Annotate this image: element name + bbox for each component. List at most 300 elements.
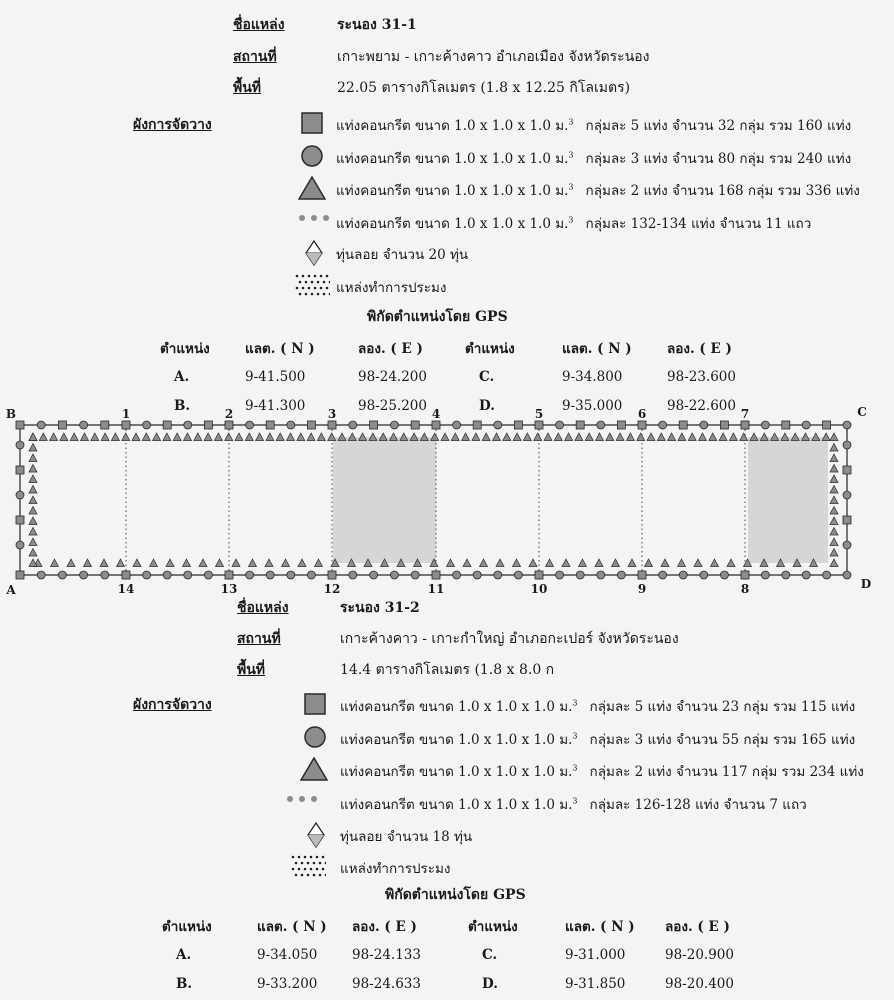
triangle-marker [70, 433, 78, 441]
circle-marker [843, 491, 851, 499]
circle-marker [246, 421, 254, 429]
square-marker [101, 421, 109, 429]
gps-cell: 98-23.600 [667, 369, 736, 385]
triangle-marker [29, 444, 37, 452]
triangle-marker [249, 559, 257, 567]
circle-marker [494, 421, 502, 429]
circle-marker [453, 571, 461, 579]
triangle-marker [216, 559, 224, 567]
column-number-top: 1 [121, 407, 131, 421]
triangle-marker [287, 433, 295, 441]
triangle-marker [562, 559, 570, 567]
column-number-bottom: 10 [530, 582, 548, 596]
circle-marker [58, 571, 66, 579]
triangle-marker [729, 433, 737, 441]
triangle-marker [431, 433, 439, 441]
square-marker [720, 421, 728, 429]
circle-marker [679, 571, 687, 579]
legend-item: แท่งคอนกรีต ขนาด 1.0 x 1.0 x 1.0 ม.$^3$ กลุ่มละ 5 แท่ง จำนวน 23 กลุ่ม รวม 115 แท่ง [340, 698, 856, 715]
triangle-marker [256, 433, 264, 441]
gps-cell: B. [174, 398, 191, 414]
triangle-marker [830, 528, 838, 536]
triangle-marker [637, 433, 645, 441]
triangle-marker [67, 559, 75, 567]
triangle-marker [513, 559, 521, 567]
triangle-marker [647, 433, 655, 441]
gps-cell: 98-24.633 [352, 976, 421, 992]
circle-marker [184, 421, 192, 429]
circle-marker [349, 571, 357, 579]
triangle-marker [29, 507, 37, 515]
gps-cell: 9-41.500 [245, 369, 306, 385]
circle-marker [453, 421, 461, 429]
triangle-marker [84, 559, 92, 567]
triangle-marker [575, 433, 583, 441]
circle-marker [80, 421, 88, 429]
circle-marker [823, 571, 831, 579]
triangle-marker [232, 559, 240, 567]
circle-marker [184, 571, 192, 579]
triangle-marker [523, 433, 531, 441]
triangle-marker [348, 433, 356, 441]
gps-cell: C. [482, 947, 498, 963]
triangle-marker [29, 528, 37, 536]
gps-cell: A. [176, 947, 192, 963]
column-number-bottom: 8 [740, 582, 750, 596]
gps-column-header: ตำแหน่ง [468, 919, 518, 935]
column-number-bottom: 9 [637, 582, 647, 596]
column-number-top: 5 [534, 407, 544, 421]
fishing-area-shade [748, 437, 828, 563]
triangle-marker [29, 465, 37, 473]
square-marker [823, 421, 831, 429]
triangle-marker [482, 433, 490, 441]
circle-marker [514, 571, 522, 579]
site1-location: เกาะพยาม - เกาะค้างคาว อำเภอเมือง จังหวัดระนอง [337, 49, 650, 65]
gps-cell: 9-31.850 [565, 976, 626, 992]
circle-marker [761, 421, 769, 429]
triangle-marker [463, 559, 471, 567]
square-marker [411, 421, 419, 429]
circle-marker [246, 571, 254, 579]
triangle-marker [750, 433, 758, 441]
site2-gps-title: พิกัดตำแหน่งโดย GPS [385, 887, 526, 903]
triangle-marker [29, 454, 37, 462]
triangle-marker [447, 559, 455, 567]
triangle-marker [266, 433, 274, 441]
circle-icon [303, 725, 327, 753]
triangle-marker [204, 433, 212, 441]
triangle-marker [493, 433, 501, 441]
triangle-marker [315, 559, 323, 567]
gps-column-header: ลอง. ( E ) [358, 341, 423, 357]
legend-item: แท่งคอนกรีต ขนาด 1.0 x 1.0 x 1.0 ม.$^3$ กลุ่มละ 2 แท่ง จำนวน 168 กลุ่ม รวม 336 แท่ง [336, 182, 860, 199]
triangle-icon [298, 176, 326, 204]
triangle-marker [830, 486, 838, 494]
triangle-marker [606, 433, 614, 441]
square-marker [535, 571, 543, 579]
triangle-marker [645, 559, 653, 567]
triangle-marker [802, 433, 810, 441]
fishing-area-icon [290, 854, 326, 882]
triangle-marker [153, 433, 161, 441]
triangle-marker [282, 559, 290, 567]
triangle-marker [727, 559, 735, 567]
gps-column-header: ลอง. ( E ) [352, 919, 417, 935]
triangle-marker [626, 433, 634, 441]
circle-marker [700, 421, 708, 429]
circle-marker [37, 421, 45, 429]
column-number-top: 3 [327, 407, 337, 421]
legend-item: ทุ่นลอย จำนวน 18 ทุ่น [340, 829, 473, 845]
triangle-marker [51, 559, 59, 567]
triangle-marker [214, 433, 222, 441]
square-marker [163, 421, 171, 429]
triangle-marker [740, 433, 748, 441]
column-number-bottom: 12 [323, 582, 341, 596]
square-marker [432, 571, 440, 579]
buoy-icon [304, 240, 324, 270]
circle-marker [843, 441, 851, 449]
legend-item: แท่งคอนกรีต ขนาด 1.0 x 1.0 x 1.0 ม.$^3$ กลุ่มละ 132-134 แท่ง จำนวน 11 แถว [336, 215, 812, 232]
triangle-marker [688, 433, 696, 441]
site1-area-label: พื้นที่ [233, 80, 262, 96]
site1-name: ระนอง 31-1 [337, 17, 417, 33]
triangle-marker [60, 433, 68, 441]
buoy-icon [306, 822, 326, 852]
triangle-marker [150, 559, 158, 567]
gps-column-header: ลอง. ( E ) [667, 341, 732, 357]
square-marker [370, 421, 378, 429]
triangle-marker [245, 433, 253, 441]
triangle-marker [628, 559, 636, 567]
square-marker [638, 571, 646, 579]
square-marker [328, 571, 336, 579]
site1-gps-title: พิกัดตำแหน่งโดย GPS [367, 309, 508, 325]
triangle-marker [678, 559, 686, 567]
triangle-marker [29, 549, 37, 557]
triangle-marker [122, 433, 130, 441]
triangle-marker [194, 433, 202, 441]
site1-area: 22.05 ตารางกิโลเมตร (1.8 x 12.25 กิโลเมตร) [337, 80, 631, 96]
circle-marker [143, 571, 151, 579]
circle-marker [37, 571, 45, 579]
legend-item: แท่งคอนกรีต ขนาด 1.0 x 1.0 x 1.0 ม.$^3$ กลุ่มละ 126-128 แท่ง จำนวน 7 แถว [340, 796, 807, 813]
triangle-marker [338, 433, 346, 441]
gps-column-header: ลอง. ( E ) [665, 919, 730, 935]
triangle-marker [544, 433, 552, 441]
column-number-bottom: 14 [117, 582, 135, 596]
square-marker [122, 571, 130, 579]
triangle-marker [496, 559, 504, 567]
square-marker [225, 421, 233, 429]
site1-layout-label: ผังการจัดวาง [133, 117, 212, 133]
triangle-marker [462, 433, 470, 441]
circle-marker [266, 571, 274, 579]
circle-marker [720, 571, 728, 579]
triangle-marker [410, 433, 418, 441]
column-number-top: 6 [637, 407, 647, 421]
triangle-marker [173, 433, 181, 441]
triangle-marker [771, 433, 779, 441]
square-marker [204, 421, 212, 429]
circle-marker [761, 571, 769, 579]
circle-marker [390, 571, 398, 579]
legend-item: แท่งคอนกรีต ขนาด 1.0 x 1.0 x 1.0 ม.$^3$ กลุ่มละ 5 แท่ง จำนวน 32 กลุ่ม รวม 160 แท่ง [336, 117, 852, 134]
dots-icon [296, 209, 336, 228]
triangle-marker [661, 559, 669, 567]
square-marker [328, 421, 336, 429]
square-marker [225, 571, 233, 579]
triangle-marker [117, 559, 125, 567]
gps-cell: 9-34.800 [562, 369, 623, 385]
triangle-marker [579, 559, 587, 567]
circle-marker [556, 571, 564, 579]
square-marker [16, 571, 24, 579]
triangle-marker [111, 433, 119, 441]
triangle-marker [612, 559, 620, 567]
triangle-marker [441, 433, 449, 441]
triangle-marker [694, 559, 702, 567]
triangle-marker [472, 433, 480, 441]
square-marker [843, 466, 851, 474]
square-marker [679, 421, 687, 429]
column-number-top: 2 [224, 407, 234, 421]
triangle-marker [781, 433, 789, 441]
square-marker [16, 421, 24, 429]
triangle-marker [297, 433, 305, 441]
triangle-marker [657, 433, 665, 441]
triangle-marker [276, 433, 284, 441]
gps-cell: 9-41.300 [245, 398, 306, 414]
triangle-marker [235, 433, 243, 441]
column-number-bottom: 13 [220, 582, 238, 596]
triangle-marker [100, 559, 108, 567]
square-marker [266, 421, 274, 429]
gps-cell: 98-24.133 [352, 947, 421, 963]
circle-marker [597, 571, 605, 579]
legend-item: แหล่งทำการประมง [336, 280, 447, 296]
gps-cell: 98-25.200 [358, 398, 427, 414]
triangle-marker [29, 517, 37, 525]
gps-cell: D. [482, 976, 498, 992]
triangle-marker [830, 454, 838, 462]
column-number-top: 4 [431, 407, 441, 421]
circle-marker [473, 571, 481, 579]
fishing-area-shade [333, 437, 436, 563]
triangle-marker [29, 433, 37, 441]
site-layout-diagram [0, 400, 894, 605]
circle-marker [370, 571, 378, 579]
triangle-marker [451, 433, 459, 441]
circle-marker [597, 421, 605, 429]
gps-cell: 9-35.000 [562, 398, 623, 414]
circle-marker [843, 421, 851, 429]
circle-marker [411, 571, 419, 579]
circle-marker [287, 421, 295, 429]
square-marker [16, 466, 24, 474]
triangle-marker [101, 433, 109, 441]
triangle-marker [163, 433, 171, 441]
legend-item: แท่งคอนกรีต ขนาด 1.0 x 1.0 x 1.0 ม.$^3$ กลุ่มละ 2 แท่ง จำนวน 117 กลุ่ม รวม 234 แท่ง [340, 763, 864, 780]
triangle-marker [830, 517, 838, 525]
fishing-area-icon [294, 273, 330, 301]
gps-column-header: ตำแหน่ง [465, 341, 515, 357]
square-marker [741, 571, 749, 579]
triangle-marker [830, 444, 838, 452]
corner-label-c: C [857, 405, 867, 419]
circle-marker [349, 421, 357, 429]
square-marker [782, 421, 790, 429]
circle-marker [16, 491, 24, 499]
triangle-marker [711, 559, 719, 567]
legend-item: แท่งคอนกรีต ขนาด 1.0 x 1.0 x 1.0 ม.$^3$ กลุ่มละ 3 แท่ง จำนวน 80 กลุ่ม รวม 240 แท่ง [336, 150, 852, 167]
triangle-marker [29, 486, 37, 494]
square-marker [122, 421, 130, 429]
triangle-marker [830, 475, 838, 483]
legend-item: แหล่งทำการประมง [340, 861, 451, 877]
triangle-marker [50, 433, 58, 441]
triangle-marker [133, 559, 141, 567]
triangle-marker [668, 433, 676, 441]
gps-cell: C. [479, 369, 495, 385]
circle-marker [843, 571, 851, 579]
site1-name-label: ชื่อแหล่ง [233, 17, 285, 33]
square-marker [514, 421, 522, 429]
gps-column-header: แลต. ( N ) [257, 919, 327, 935]
triangle-marker [709, 433, 717, 441]
site2-area-label: พื้นที่ [237, 662, 266, 678]
triangle-marker [595, 559, 603, 567]
gps-cell: D. [479, 398, 495, 414]
circle-marker [843, 541, 851, 549]
circle-marker [782, 571, 790, 579]
triangle-marker [503, 433, 511, 441]
site2-location-label: สถานที่ [237, 631, 281, 647]
circle-marker [101, 571, 109, 579]
circle-marker [307, 571, 315, 579]
circle-marker [204, 571, 212, 579]
triangle-marker [166, 559, 174, 567]
triangle-marker [359, 433, 367, 441]
site2-area: 14.4 ตารางกิโลเมตร (1.8 x 8.0 ก [340, 662, 555, 678]
circle-marker [659, 421, 667, 429]
circle-marker [80, 571, 88, 579]
triangle-marker [830, 465, 838, 473]
triangle-marker [596, 433, 604, 441]
circle-marker [576, 571, 584, 579]
gps-cell: B. [176, 976, 193, 992]
site1-location-label: สถานที่ [233, 49, 277, 65]
corner-label-a: A [6, 583, 16, 597]
triangle-marker [760, 433, 768, 441]
triangle-marker [830, 559, 838, 567]
site2-layout-label: ผังการจัดวาง [133, 697, 212, 713]
triangle-marker [142, 433, 150, 441]
triangle-marker [184, 433, 192, 441]
triangle-marker [529, 559, 537, 567]
square-icon [300, 111, 324, 139]
triangle-marker [513, 433, 521, 441]
triangle-icon [300, 757, 328, 785]
circle-marker [802, 421, 810, 429]
gps-cell: 98-20.400 [665, 976, 734, 992]
triangle-marker [265, 559, 273, 567]
legend-item: แท่งคอนกรีต ขนาด 1.0 x 1.0 x 1.0 ม.$^3$ กลุ่มละ 3 แท่ง จำนวน 55 กลุ่ม รวม 165 แท่ง [340, 731, 856, 748]
gps-cell: 98-24.200 [358, 369, 427, 385]
triangle-marker [616, 433, 624, 441]
triangle-marker [298, 559, 306, 567]
triangle-marker [830, 549, 838, 557]
site2-name: ระนอง 31-2 [340, 600, 420, 616]
site2-location: เกาะค้างคาว - เกาะกำใหญ่ อำเภอกะเปอร์ จังหวัดระนอง [340, 631, 679, 647]
gps-column-header: แลต. ( N ) [562, 341, 632, 357]
triangle-marker [379, 433, 387, 441]
triangle-marker [199, 559, 207, 567]
column-number-bottom: 11 [427, 582, 445, 596]
square-marker [576, 421, 584, 429]
triangle-marker [830, 538, 838, 546]
triangle-marker [307, 433, 315, 441]
gps-column-header: แลต. ( N ) [565, 919, 635, 935]
circle-marker [163, 571, 171, 579]
square-marker [473, 421, 481, 429]
circle-marker [390, 421, 398, 429]
column-number-top: 7 [740, 407, 750, 421]
triangle-marker [534, 433, 542, 441]
triangle-marker [225, 433, 233, 441]
square-marker [741, 421, 749, 429]
circle-icon [300, 144, 324, 172]
triangle-marker [29, 475, 37, 483]
circle-marker [802, 571, 810, 579]
triangle-marker [565, 433, 573, 441]
triangle-marker [480, 559, 488, 567]
gps-cell: A. [174, 369, 190, 385]
gps-column-header: แลต. ( N ) [245, 341, 315, 357]
circle-marker [287, 571, 295, 579]
circle-marker [494, 571, 502, 579]
square-marker [617, 421, 625, 429]
triangle-marker [420, 433, 428, 441]
triangle-marker [369, 433, 377, 441]
gps-cell: 9-33.200 [257, 976, 318, 992]
triangle-marker [390, 433, 398, 441]
triangle-marker [830, 496, 838, 504]
triangle-marker [812, 433, 820, 441]
gps-cell: 98-20.900 [665, 947, 734, 963]
triangle-marker [830, 507, 838, 515]
gps-column-header: ตำแหน่ง [160, 341, 210, 357]
triangle-marker [791, 433, 799, 441]
circle-marker [617, 571, 625, 579]
triangle-marker [822, 433, 830, 441]
site2-name-label: ชื่อแหล่ง [237, 600, 289, 616]
triangle-marker [400, 433, 408, 441]
square-icon [303, 692, 327, 720]
square-marker [843, 516, 851, 524]
circle-marker [659, 571, 667, 579]
triangle-marker [585, 433, 593, 441]
triangle-marker [546, 559, 554, 567]
gps-cell: 9-31.000 [565, 947, 626, 963]
corner-label-d: D [860, 577, 872, 591]
triangle-marker [29, 496, 37, 504]
triangle-marker [183, 559, 191, 567]
dots-icon [284, 790, 324, 809]
triangle-marker [81, 433, 89, 441]
triangle-marker [29, 538, 37, 546]
